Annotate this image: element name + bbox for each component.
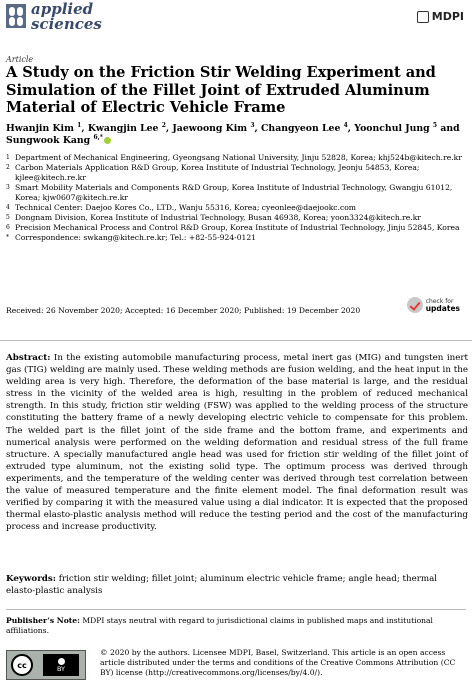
author[interactable]: Jaewoong Kim $^3$ bbox=[172, 121, 255, 134]
publication-dates: Received: 26 November 2020; Accepted: 16 December 2020; Published: 19 December 2020 bbox=[6, 306, 361, 315]
author[interactable]: Yoonchul Jung $^5$ bbox=[354, 121, 438, 134]
journal-name bbox=[31, 2, 102, 32]
affiliation-item: 4 Technical Center: Daejoo Kores Co., LTD., Wanju 55316, Korea; cyeonlee@daejookc.com bbox=[6, 203, 356, 212]
divider bbox=[0, 340, 472, 341]
correspondence: * Correspondence: swkang@kitech.re.kr; Tel.: +82-55-924-0121 bbox=[6, 233, 257, 242]
affiliations bbox=[6, 153, 468, 243]
keywords-text: friction stir welding; fillet joint; aluminum electric vehicle frame; angle head; thermal elasto-plastic analysis bbox=[6, 574, 438, 597]
publisher-note: Publisher’s Note: MDPI stays neutral with regard to jurisdictional claims in published maps and institutional affiliations. bbox=[6, 616, 433, 635]
abstract-label: Abstract: bbox=[6, 353, 51, 363]
publisher-name: MDPI bbox=[431, 10, 464, 23]
attribution-icon: BY bbox=[43, 654, 79, 676]
affiliation-item: 2 Carbon Materials Application R&D Group, Korea Institute of Industrial Technology, Jeonju 54853, Korea; kjlee@kitech.re.kr bbox=[6, 163, 420, 182]
check-updates-icon bbox=[407, 297, 423, 313]
publisher-logo bbox=[417, 10, 464, 23]
check-for-updates-button[interactable]: check for updates bbox=[407, 297, 460, 313]
article-title: A Study on the Friction Stir Welding Experiment and Simulation of the Fillet Joint of Extruded Aluminum Material of Electric Vehicle Frame bbox=[6, 64, 436, 116]
author[interactable]: Sungwook Kang $^{6,*}$ bbox=[6, 135, 111, 146]
affiliation-item: 6 Precision Mechanical Process and Control R&D Group, Korea Institute of Industrial Technology, Jinju 52845, Korea bbox=[6, 223, 460, 232]
affiliation-item: 5 Dongnam Division, Korea Institute of Industrial Technology, Busan 46938, Korea; yoon3324@kitech.re.kr bbox=[6, 213, 421, 222]
keywords-label: Keywords: bbox=[6, 574, 56, 584]
affiliation-item: 3 Smart Mobility Materials and Components R&D Group, Korea Institute of Industrial Technology, Gwangju 61012, Korea; kjw0607@kitech.re.kr bbox=[6, 183, 453, 202]
journal-logo-icon bbox=[6, 4, 26, 28]
orcid-icon[interactable] bbox=[104, 137, 111, 144]
affiliation-item: 1 Department of Mechanical Engineering, Gyeongsang National University, Jinju 52828, Korea; khj524b@kitech.re.kr bbox=[6, 153, 462, 162]
person-icon bbox=[58, 658, 65, 665]
creative-commons-icon: cc bbox=[11, 654, 33, 676]
author[interactable]: Hwanjin Kim $^1$ bbox=[6, 121, 82, 134]
mdpi-icon bbox=[417, 11, 429, 23]
cc-by-license-badge[interactable] bbox=[6, 650, 86, 680]
author[interactable]: Changyeon Lee $^4$ bbox=[261, 121, 348, 134]
keywords bbox=[6, 573, 468, 597]
article-type: Article bbox=[6, 55, 34, 64]
author-connector: and bbox=[440, 123, 460, 134]
divider bbox=[6, 609, 466, 610]
journal-name-line2: sciences bbox=[31, 15, 102, 33]
copyright-notice: © 2020 by the authors. Licensee MDPI, Basel, Switzerland. This article is an open access article distributed under the terms and conditions of the Creative Commons Attribution (CC BY) license (http://creativecommons.org/licenses/by/4.0/). bbox=[100, 648, 456, 677]
abstract-text: In the existing automobile manufacturing process, metal inert gas (MIG) and tungsten inert gas (TIG) welding are mainly used. These welding methods are fusion welding, and the heat input in the welding area is very high. Therefore, the deformation of the base material is large, and the residual stress in the vicinity of the welded area is high, resulting in the problem of reduced mechanical strength. In this study, friction stir welding (FSW) was applied to the welding process of the structure constituting the battery frame of a newly developing electric vehicle to compensate for this problem. The welded part is the fillet joint of the side frame and the bottom frame, and experiments and numerical analysis were performed on the welding deformation and residual stress of the full frame structure. A specially manufactured angle head was used for friction stir welding of the fillet joint of extruded type aluminum, not the existing solid type. The optimum process was derived through experiments, and the temperature of the welding center was derived through test correlation between the value of measured temperature and the finite element model. The final deformation result was verified by comparing it with the measured value using a dial indicator. It is expected that the proposed thermal elasto-plastic analysis method will reduce the testing period and the cost of the manufacturing process and increase productivity. bbox=[6, 353, 468, 533]
abstract bbox=[6, 352, 468, 533]
journal-name-line1: applied bbox=[31, 0, 94, 18]
author[interactable]: Kwangjin Lee $^2$ bbox=[87, 121, 166, 134]
author-list: Hwanjin Kim $^1$, Kwangjin Lee $^2$, Jaewoong Kim $^3$, Changyeon Lee $^4$, Yoonchul Jung $^5$ and Sungwook Kang $^{6,*}$ bbox=[6, 121, 460, 146]
